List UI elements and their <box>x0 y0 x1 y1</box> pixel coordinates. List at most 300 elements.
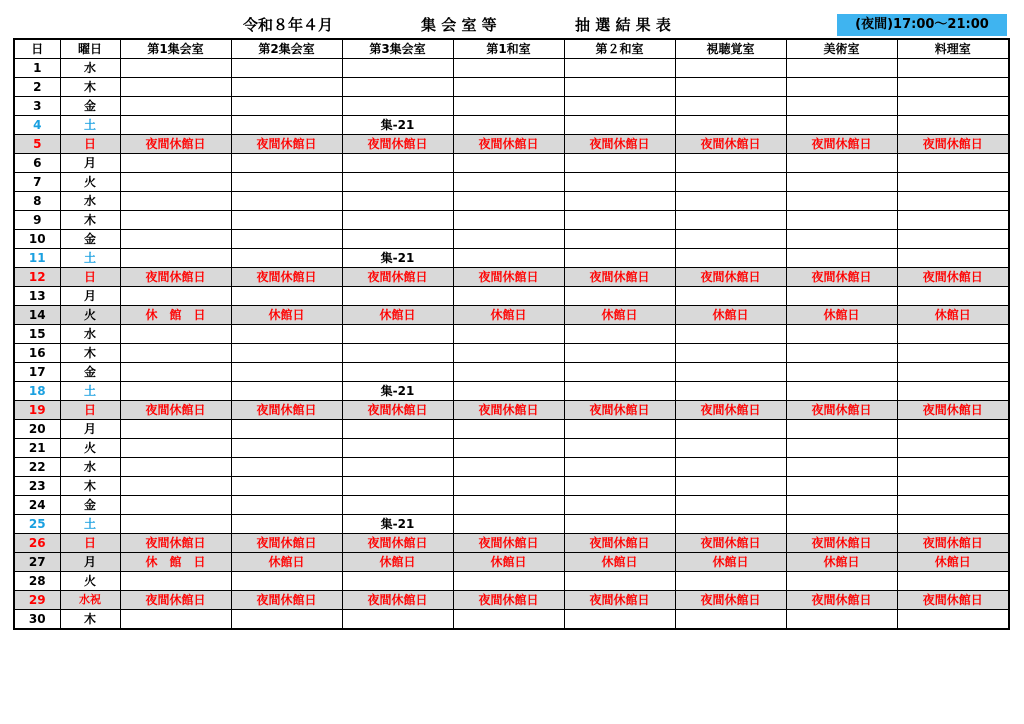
weekday-cell: 月 <box>60 553 120 572</box>
room-cell <box>786 154 897 173</box>
room-cell <box>342 439 453 458</box>
room-cell <box>453 515 564 534</box>
day-cell: 26 <box>14 534 60 553</box>
room-cell: 休 館 日 <box>120 306 231 325</box>
table-row <box>14 135 1009 154</box>
room-cell <box>897 173 1009 192</box>
weekday-cell: 木 <box>60 610 120 630</box>
table-row <box>14 553 1009 572</box>
room-cell <box>786 211 897 230</box>
room-cell <box>564 59 675 78</box>
room-cell <box>897 287 1009 306</box>
room-cell <box>675 59 786 78</box>
table-row <box>14 572 1009 591</box>
room-cell: 夜間休館日 <box>786 135 897 154</box>
room-cell: 休館日 <box>897 553 1009 572</box>
room-cell: 夜間休館日 <box>564 401 675 420</box>
weekday-cell: 木 <box>60 344 120 363</box>
room-cell <box>120 325 231 344</box>
table-row <box>14 591 1009 610</box>
room-cell <box>453 230 564 249</box>
room-cell <box>342 78 453 97</box>
room-cell <box>786 97 897 116</box>
room-cell <box>675 116 786 135</box>
room-cell: 休 館 日 <box>120 553 231 572</box>
table-row <box>14 458 1009 477</box>
room-cell <box>453 116 564 135</box>
room-cell: 集-21 <box>342 382 453 401</box>
room-cell <box>564 344 675 363</box>
room-cell <box>120 572 231 591</box>
room-cell <box>342 363 453 382</box>
col-header-av-room: 視聴覚室 <box>675 39 786 59</box>
room-cell <box>231 249 342 268</box>
room-cell: 休館日 <box>453 553 564 572</box>
room-cell: 夜間休館日 <box>231 591 342 610</box>
room-cell <box>786 287 897 306</box>
room-cell <box>231 78 342 97</box>
room-cell <box>786 420 897 439</box>
room-cell <box>564 230 675 249</box>
room-cell <box>897 344 1009 363</box>
room-cell <box>675 382 786 401</box>
day-cell: 27 <box>14 553 60 572</box>
room-cell <box>897 249 1009 268</box>
room-cell: 休館日 <box>786 553 897 572</box>
room-cell <box>120 439 231 458</box>
room-cell <box>231 344 342 363</box>
day-cell: 18 <box>14 382 60 401</box>
time-badge: (夜間)17:00～21:00 <box>837 14 1007 36</box>
room-cell <box>231 363 342 382</box>
room-cell <box>120 610 231 630</box>
day-cell: 13 <box>14 287 60 306</box>
room-cell <box>342 173 453 192</box>
room-cell <box>897 610 1009 630</box>
day-cell: 16 <box>14 344 60 363</box>
room-cell <box>231 59 342 78</box>
room-cell: 夜間休館日 <box>786 268 897 287</box>
room-cell <box>564 439 675 458</box>
day-cell: 22 <box>14 458 60 477</box>
room-cell: 休館日 <box>231 553 342 572</box>
col-header-weekday: 曜日 <box>60 39 120 59</box>
room-cell <box>120 458 231 477</box>
room-cell: 夜間休館日 <box>675 534 786 553</box>
room-cell: 集-21 <box>342 249 453 268</box>
day-cell: 10 <box>14 230 60 249</box>
room-cell <box>453 249 564 268</box>
day-cell: 9 <box>14 211 60 230</box>
room-cell <box>120 173 231 192</box>
room-cell <box>564 249 675 268</box>
room-cell <box>453 363 564 382</box>
day-cell: 28 <box>14 572 60 591</box>
room-cell <box>231 287 342 306</box>
title-facility: 集 会 室 等 <box>421 16 497 34</box>
room-cell <box>231 382 342 401</box>
table-row <box>14 97 1009 116</box>
weekday-cell: 木 <box>60 211 120 230</box>
room-cell <box>342 610 453 630</box>
weekday-cell: 日 <box>60 268 120 287</box>
room-cell <box>453 173 564 192</box>
room-cell: 夜間休館日 <box>120 135 231 154</box>
room-cell <box>564 287 675 306</box>
room-cell <box>453 78 564 97</box>
room-cell <box>897 572 1009 591</box>
col-header-art-room: 美術室 <box>786 39 897 59</box>
room-cell: 夜間休館日 <box>453 268 564 287</box>
room-cell <box>786 496 897 515</box>
table-row <box>14 382 1009 401</box>
room-cell <box>120 78 231 97</box>
day-cell: 19 <box>14 401 60 420</box>
col-header-day: 日 <box>14 39 60 59</box>
room-cell <box>675 325 786 344</box>
table-row <box>14 268 1009 287</box>
room-cell: 夜間休館日 <box>897 135 1009 154</box>
weekday-cell: 火 <box>60 173 120 192</box>
room-cell <box>453 97 564 116</box>
room-cell <box>897 420 1009 439</box>
day-cell: 1 <box>14 59 60 78</box>
room-cell <box>675 496 786 515</box>
weekday-cell: 月 <box>60 154 120 173</box>
room-cell <box>897 382 1009 401</box>
weekday-cell: 水祝 <box>60 591 120 610</box>
room-cell: 休館日 <box>453 306 564 325</box>
table-row <box>14 325 1009 344</box>
table-row <box>14 59 1009 78</box>
weekday-cell: 火 <box>60 306 120 325</box>
room-cell <box>897 59 1009 78</box>
table-row <box>14 610 1009 630</box>
room-cell: 夜間休館日 <box>897 268 1009 287</box>
room-cell <box>453 382 564 401</box>
table-row <box>14 420 1009 439</box>
room-cell: 夜間休館日 <box>564 591 675 610</box>
room-cell <box>231 458 342 477</box>
room-cell: 夜間休館日 <box>675 591 786 610</box>
room-cell <box>564 154 675 173</box>
col-header-room3: 第3集会室 <box>342 39 453 59</box>
day-cell: 3 <box>14 97 60 116</box>
room-cell <box>786 477 897 496</box>
room-cell <box>342 572 453 591</box>
table-row <box>14 192 1009 211</box>
room-cell <box>675 515 786 534</box>
room-cell: 夜間休館日 <box>564 268 675 287</box>
room-cell <box>120 249 231 268</box>
room-cell <box>897 515 1009 534</box>
room-cell <box>453 610 564 630</box>
room-cell <box>231 97 342 116</box>
room-cell <box>564 458 675 477</box>
room-cell <box>786 249 897 268</box>
table-row <box>14 344 1009 363</box>
room-cell <box>897 211 1009 230</box>
room-cell <box>897 458 1009 477</box>
weekday-cell: 水 <box>60 325 120 344</box>
room-cell <box>675 192 786 211</box>
room-cell <box>453 211 564 230</box>
room-cell <box>564 192 675 211</box>
weekday-cell: 金 <box>60 496 120 515</box>
room-cell: 休館日 <box>564 553 675 572</box>
room-cell <box>231 230 342 249</box>
day-cell: 4 <box>14 116 60 135</box>
room-cell: 夜間休館日 <box>675 135 786 154</box>
room-cell <box>120 116 231 135</box>
room-cell: 夜間休館日 <box>342 268 453 287</box>
room-cell: 夜間休館日 <box>231 401 342 420</box>
room-cell <box>120 154 231 173</box>
room-cell <box>231 154 342 173</box>
room-cell <box>564 173 675 192</box>
room-cell <box>342 97 453 116</box>
room-cell <box>675 211 786 230</box>
room-cell <box>231 192 342 211</box>
room-cell: 集-21 <box>342 515 453 534</box>
day-cell: 2 <box>14 78 60 97</box>
room-cell <box>564 477 675 496</box>
room-cell <box>786 192 897 211</box>
room-cell: 休館日 <box>786 306 897 325</box>
room-cell <box>564 496 675 515</box>
room-cell <box>897 496 1009 515</box>
room-cell <box>897 477 1009 496</box>
title-results: 抽 選 結 果 表 <box>575 16 671 34</box>
weekday-cell: 水 <box>60 192 120 211</box>
day-cell: 24 <box>14 496 60 515</box>
room-cell <box>564 420 675 439</box>
weekday-cell: 日 <box>60 135 120 154</box>
day-cell: 21 <box>14 439 60 458</box>
room-cell <box>786 610 897 630</box>
lottery-results-table <box>13 38 1010 630</box>
room-cell <box>564 97 675 116</box>
room-cell: 夜間休館日 <box>342 534 453 553</box>
room-cell <box>675 458 786 477</box>
room-cell <box>675 230 786 249</box>
room-cell: 夜間休館日 <box>342 591 453 610</box>
room-cell <box>342 154 453 173</box>
room-cell <box>120 97 231 116</box>
room-cell: 夜間休館日 <box>786 591 897 610</box>
room-cell <box>120 420 231 439</box>
room-cell <box>786 230 897 249</box>
col-header-washitsu1: 第1和室 <box>453 39 564 59</box>
room-cell: 夜間休館日 <box>453 534 564 553</box>
col-header-washitsu2: 第２和室 <box>564 39 675 59</box>
room-cell <box>120 230 231 249</box>
room-cell <box>453 420 564 439</box>
room-cell <box>786 59 897 78</box>
room-cell <box>342 287 453 306</box>
room-cell <box>342 477 453 496</box>
table-row <box>14 401 1009 420</box>
room-cell: 夜間休館日 <box>897 591 1009 610</box>
table-row <box>14 439 1009 458</box>
room-cell: 夜間休館日 <box>675 401 786 420</box>
room-cell <box>897 192 1009 211</box>
room-cell <box>120 382 231 401</box>
room-cell <box>564 515 675 534</box>
room-cell: 夜間休館日 <box>231 135 342 154</box>
room-cell <box>786 116 897 135</box>
room-cell: 夜間休館日 <box>231 534 342 553</box>
room-cell <box>564 363 675 382</box>
room-cell <box>897 78 1009 97</box>
day-cell: 11 <box>14 249 60 268</box>
room-cell <box>231 173 342 192</box>
room-cell <box>231 477 342 496</box>
room-cell <box>231 439 342 458</box>
room-cell <box>897 230 1009 249</box>
weekday-cell: 金 <box>60 97 120 116</box>
room-cell <box>120 192 231 211</box>
room-cell: 休館日 <box>675 553 786 572</box>
room-cell <box>564 382 675 401</box>
room-cell <box>120 344 231 363</box>
room-cell: 夜間休館日 <box>453 591 564 610</box>
day-cell: 30 <box>14 610 60 630</box>
day-cell: 6 <box>14 154 60 173</box>
room-cell: 夜間休館日 <box>786 401 897 420</box>
room-cell <box>786 439 897 458</box>
room-cell <box>120 477 231 496</box>
room-cell: 夜間休館日 <box>453 401 564 420</box>
room-cell: 休館日 <box>231 306 342 325</box>
room-cell <box>786 173 897 192</box>
room-cell: 夜間休館日 <box>786 534 897 553</box>
room-cell <box>786 515 897 534</box>
room-cell <box>120 363 231 382</box>
weekday-cell: 土 <box>60 382 120 401</box>
weekday-cell: 土 <box>60 116 120 135</box>
room-cell <box>342 496 453 515</box>
room-cell <box>786 363 897 382</box>
room-cell: 休館日 <box>342 553 453 572</box>
room-cell <box>342 230 453 249</box>
table-row <box>14 306 1009 325</box>
weekday-cell: 金 <box>60 363 120 382</box>
room-cell <box>675 249 786 268</box>
day-cell: 7 <box>14 173 60 192</box>
room-cell <box>231 572 342 591</box>
table-row <box>14 534 1009 553</box>
room-cell <box>120 59 231 78</box>
room-cell <box>564 610 675 630</box>
table-row <box>14 78 1009 97</box>
room-cell: 夜間休館日 <box>342 401 453 420</box>
room-cell <box>231 496 342 515</box>
weekday-cell: 日 <box>60 534 120 553</box>
room-cell <box>897 116 1009 135</box>
room-cell <box>897 97 1009 116</box>
table-row <box>14 287 1009 306</box>
room-cell <box>453 496 564 515</box>
room-cell: 夜間休館日 <box>120 268 231 287</box>
room-cell: 夜間休館日 <box>231 268 342 287</box>
room-cell <box>897 325 1009 344</box>
room-cell: 夜間休館日 <box>564 135 675 154</box>
room-cell: 夜間休館日 <box>897 401 1009 420</box>
room-cell <box>675 344 786 363</box>
room-cell <box>675 154 786 173</box>
weekday-cell: 水 <box>60 458 120 477</box>
day-cell: 8 <box>14 192 60 211</box>
room-cell <box>675 287 786 306</box>
weekday-cell: 月 <box>60 287 120 306</box>
day-cell: 29 <box>14 591 60 610</box>
room-cell: 休館日 <box>342 306 453 325</box>
room-cell <box>453 344 564 363</box>
room-cell: 夜間休館日 <box>675 268 786 287</box>
day-cell: 14 <box>14 306 60 325</box>
room-cell <box>231 325 342 344</box>
room-cell: 夜間休館日 <box>897 534 1009 553</box>
table-row <box>14 363 1009 382</box>
room-cell <box>675 97 786 116</box>
table-row <box>14 116 1009 135</box>
room-cell: 夜間休館日 <box>342 135 453 154</box>
room-cell <box>453 192 564 211</box>
weekday-cell: 土 <box>60 249 120 268</box>
room-cell <box>564 78 675 97</box>
room-cell <box>342 458 453 477</box>
day-cell: 25 <box>14 515 60 534</box>
weekday-cell: 木 <box>60 477 120 496</box>
room-cell <box>231 515 342 534</box>
weekday-cell: 金 <box>60 230 120 249</box>
room-cell <box>342 192 453 211</box>
day-cell: 5 <box>14 135 60 154</box>
table-row <box>14 211 1009 230</box>
room-cell <box>786 78 897 97</box>
room-cell: 夜間休館日 <box>453 135 564 154</box>
room-cell <box>453 59 564 78</box>
room-cell <box>453 287 564 306</box>
room-cell <box>453 477 564 496</box>
weekday-cell: 火 <box>60 572 120 591</box>
room-cell <box>342 420 453 439</box>
table-row <box>14 249 1009 268</box>
header-row <box>14 39 1009 59</box>
room-cell <box>453 154 564 173</box>
room-cell <box>120 287 231 306</box>
weekday-cell: 水 <box>60 59 120 78</box>
room-cell <box>675 610 786 630</box>
weekday-cell: 土 <box>60 515 120 534</box>
weekday-cell: 日 <box>60 401 120 420</box>
room-cell <box>786 344 897 363</box>
room-cell <box>120 515 231 534</box>
title-date: 令和８年４月 <box>243 16 334 34</box>
table-row <box>14 230 1009 249</box>
room-cell: 休館日 <box>897 306 1009 325</box>
room-cell <box>897 439 1009 458</box>
room-cell <box>675 173 786 192</box>
room-cell <box>675 477 786 496</box>
room-cell <box>786 382 897 401</box>
room-cell <box>231 420 342 439</box>
room-cell <box>231 116 342 135</box>
day-cell: 20 <box>14 420 60 439</box>
room-cell <box>564 572 675 591</box>
room-cell: 夜間休館日 <box>120 401 231 420</box>
